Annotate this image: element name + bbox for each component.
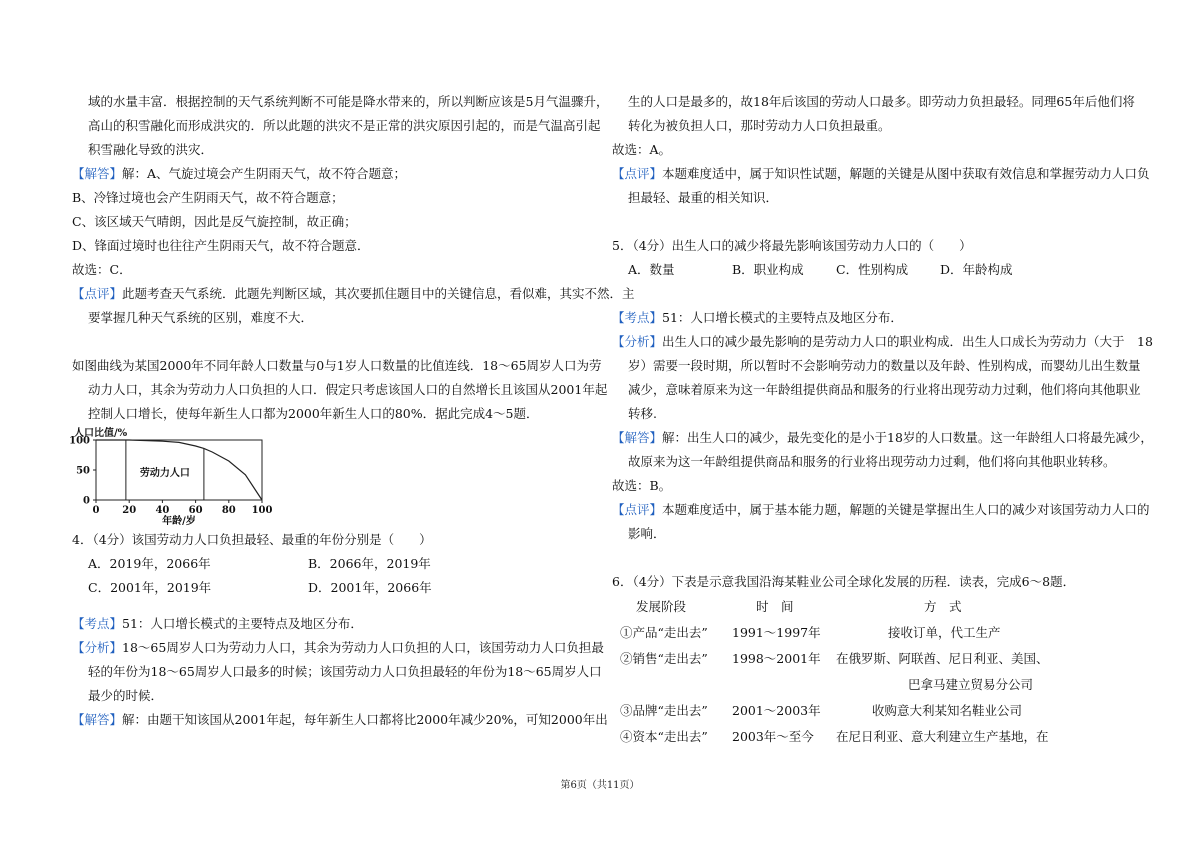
paragraph-line: 生的人口是最多的，故18年后该国的劳动人口最多。即劳动力负担最轻。同理65年后他们将 xyxy=(628,94,1135,109)
dianping-tag: 【点评】 xyxy=(612,166,663,181)
paragraph-line: 转化为被负担人口，那时劳动力人口负担最重。 xyxy=(628,118,891,133)
table-cell xyxy=(732,672,836,698)
kaodian-text: 51：人口增长模式的主要特点及地区分布． xyxy=(662,310,903,325)
band-label: 劳动力人口 xyxy=(139,468,190,479)
table-cell: 接收订单，代工生产 xyxy=(888,625,1001,640)
x-tick-label: 100 xyxy=(251,505,273,516)
dianping-line xyxy=(612,162,1150,186)
x-tick-label: 80 xyxy=(221,505,236,516)
fenxi-text: 18～65周岁人口为劳动力人口，其余为劳动力人口负担的人口，该国劳动力人口负担最 xyxy=(122,640,604,655)
option-b-line: B、冷锋过境也会产生阴雨天气，故不符合题意； xyxy=(72,190,344,205)
dianping-tag: 【点评】 xyxy=(612,502,663,517)
kaodian-tag: 【考点】 xyxy=(612,310,663,325)
dianping-text: 此题考查天气系统．此题先判断区域，其次要抓住题目中的关键信息，看似难，其实不然．主 xyxy=(122,286,635,301)
kaodian-line xyxy=(72,612,592,636)
paragraph-line: 高山的积雪融化而形成洪灾的．所以此题的洪灾不是正常的洪灾原因引起的，而是气温高引起 xyxy=(88,118,601,133)
right-column xyxy=(612,90,1153,750)
question-5-options xyxy=(612,258,1132,282)
table-header-cell: 发展阶段 xyxy=(636,599,687,614)
jieda-line xyxy=(72,162,592,186)
dianping-text: 本题难度适中，属于知识性试题，解题的关键是从图中获取有效信息和掌握劳动力人口负 xyxy=(662,166,1150,181)
fenxi-cont: 转移. xyxy=(628,406,657,421)
jieda-tag: 【解答】 xyxy=(72,712,123,727)
table-cell: 1998～2001年 xyxy=(732,651,821,666)
dianping-cont: 影响． xyxy=(628,526,666,541)
table-cell: 在俄罗斯、阿联酋、尼日利亚、美国、 xyxy=(836,651,1049,666)
table-header xyxy=(612,594,1132,620)
option-d: D．2001年，2066年 xyxy=(308,580,432,595)
x-tick-label: 0 xyxy=(92,505,100,516)
table-cell: ②销售“走出去” xyxy=(620,651,708,666)
dianping-tag: 【点评】 xyxy=(72,286,123,301)
fenxi-tag: 【分析】 xyxy=(612,334,663,349)
kaodian-tag: 【考点】 xyxy=(72,616,123,631)
fenxi-tag: 【分析】 xyxy=(72,640,123,655)
option-c-line: C、该区域天气晴朗，因此是反气旋控制，故正确； xyxy=(72,214,357,229)
answer-line: 故选：A。 xyxy=(612,142,672,157)
question-4-options-row-1 xyxy=(72,552,592,576)
option-b: B．2066年，2019年 xyxy=(308,556,431,571)
answer-line: 故选：C． xyxy=(72,262,132,277)
jieda-tag: 【解答】 xyxy=(72,166,123,181)
fenxi-cont: 减少，意味着原来为这一年龄组提供商品和服务的行业将出现劳动力过剩，他们将向其他职业 xyxy=(628,382,1141,397)
option-a: A．2019年，2066年 xyxy=(88,556,211,571)
kaodian-text: 51：人口增长模式的主要特点及地区分布． xyxy=(122,616,363,631)
population-ratio-chart xyxy=(69,426,292,527)
y-tick-label: 0 xyxy=(83,495,90,507)
question-4-options-row-2 xyxy=(72,576,592,600)
x-tick-label: 40 xyxy=(155,505,170,516)
jieda-text: 解：出生人口的减少，最先变化的是小于18岁的人口数量。这一年龄组人口将最先减少， xyxy=(662,430,1153,445)
dianping-text: 本题难度适中，属于基本能力题，解题的关键是掌握出生人口的减少对该国劳动力人口的 xyxy=(662,502,1150,517)
table-cell: 在尼日利亚、意大利建立生产基地，在 xyxy=(836,729,1049,744)
fenxi-cont: 岁）需要一段时期，所以暂时不会影响劳动力的数量以及年龄、性别构成，而婴幼儿出生数量 xyxy=(628,358,1141,373)
table-cell: ①产品“走出去” xyxy=(620,625,708,640)
jieda-tag: 【解答】 xyxy=(612,430,663,445)
fenxi-line xyxy=(612,330,1153,354)
table-cell: 2003年～至今 xyxy=(732,729,814,744)
table-row xyxy=(612,724,1132,750)
answer-line: 故选：B。 xyxy=(612,478,672,493)
fenxi-line xyxy=(72,636,604,660)
intro-line: 控制人口增长，使每年新生人口都为2000年新生人口的80%．据此完成4～5题． xyxy=(88,406,539,421)
table-header-cell: 方 式 xyxy=(924,599,962,614)
dianping-cont: 要掌握几种天气系统的区别，难度不大． xyxy=(88,310,314,325)
jieda-line xyxy=(612,426,1153,450)
x-tick-label: 20 xyxy=(122,505,137,516)
table-cell: 2001～2003年 xyxy=(732,703,821,718)
chart-title: 人口比值/% xyxy=(74,428,128,439)
table-row xyxy=(612,698,1132,724)
kaodian-line xyxy=(612,306,1132,330)
jieda-text: 解：由题干知该国从2001年起，每年新生人口都将比2000年减少20%，可知2000年出 xyxy=(122,712,608,727)
jieda-line xyxy=(72,708,608,732)
option-d: D．年龄构成 xyxy=(940,262,1013,277)
y-tick-label: 100 xyxy=(69,435,90,447)
intro-line: 如图曲线为某国2000年不同年龄人口数量与0与1岁人口数量的比值连线．18～65周岁人口为劳 xyxy=(72,358,602,373)
question-4-title: 4．（4分）该国劳动力人口负担最轻、最重的年份分别是（ ） xyxy=(72,532,432,547)
question-6-title: 6．（4分）下表是示意我国沿海某鞋业公司全球化发展的历程．读表，完成6～8题． xyxy=(612,574,1076,589)
dianping-cont: 担最轻、最重的相关知识． xyxy=(628,190,779,205)
jieda-text: 解：A、气旋过境会产生阴雨天气，故不符合题意； xyxy=(122,166,407,181)
page-footer: 第6页（共11页） xyxy=(560,780,640,791)
y-tick-label: 50 xyxy=(76,465,90,477)
option-d-line: D、锋面过境时也往往产生阴雨天气，故不符合题意． xyxy=(72,238,370,253)
table-cell: 收购意大利某知名鞋业公司 xyxy=(872,703,1023,718)
jieda-cont: 故原来为这一年龄组提供商品和服务的行业将出现劳动力过剩，他们将向其他职业转移。 xyxy=(628,454,1116,469)
question-5-title: 5．（4分）出生人口的减少将最先影响该国劳动力人口的（ ） xyxy=(612,238,972,253)
option-a: A．数量 xyxy=(628,262,675,277)
fenxi-text: 出生人口的减少最先影响的是劳动力人口的职业构成．出生人口成长为劳动力（大于 18 xyxy=(662,334,1153,349)
paragraph-line: 积雪融化导致的洪灾． xyxy=(88,142,214,157)
chart-svg xyxy=(69,426,292,527)
option-c: C．2001年，2019年 xyxy=(88,580,212,595)
x-tick-label: 60 xyxy=(188,505,203,516)
table-cell: ④资本“走出去” xyxy=(620,729,708,744)
table-row xyxy=(612,672,1132,698)
intro-line: 动力人口，其余为劳动力人口负担的人口．假定只考虑该国人口的自然增长且该国从2001年起 xyxy=(88,382,608,397)
paragraph-line: 域的水量丰富．根据控制的天气系统判断不可能是降水带来的，所以判断应该是5月气温骤升， xyxy=(88,94,609,109)
table-cell xyxy=(612,672,732,698)
table-cell: 巴拿马建立贸易分公司 xyxy=(908,677,1034,692)
left-column xyxy=(69,90,635,732)
table-cell: 1991～1997年 xyxy=(732,625,821,640)
table-header-cell: 时 间 xyxy=(756,599,794,614)
fenxi-cont: 最少的时候． xyxy=(88,688,164,703)
option-b: B．职业构成 xyxy=(732,262,804,277)
dianping-line xyxy=(72,282,635,306)
table-row xyxy=(612,620,1132,646)
table-cell: ③品牌“走出去” xyxy=(620,703,708,718)
option-c: C．性别构成 xyxy=(836,262,909,277)
fenxi-cont: 轻的年份为18～65周岁人口最多的时候；该国劳动力人口负担最轻的年份为18～65周岁人口 xyxy=(88,664,602,679)
dianping-line xyxy=(612,498,1150,522)
table-row xyxy=(612,646,1132,672)
x-axis-label: 年龄/岁 xyxy=(162,516,196,527)
